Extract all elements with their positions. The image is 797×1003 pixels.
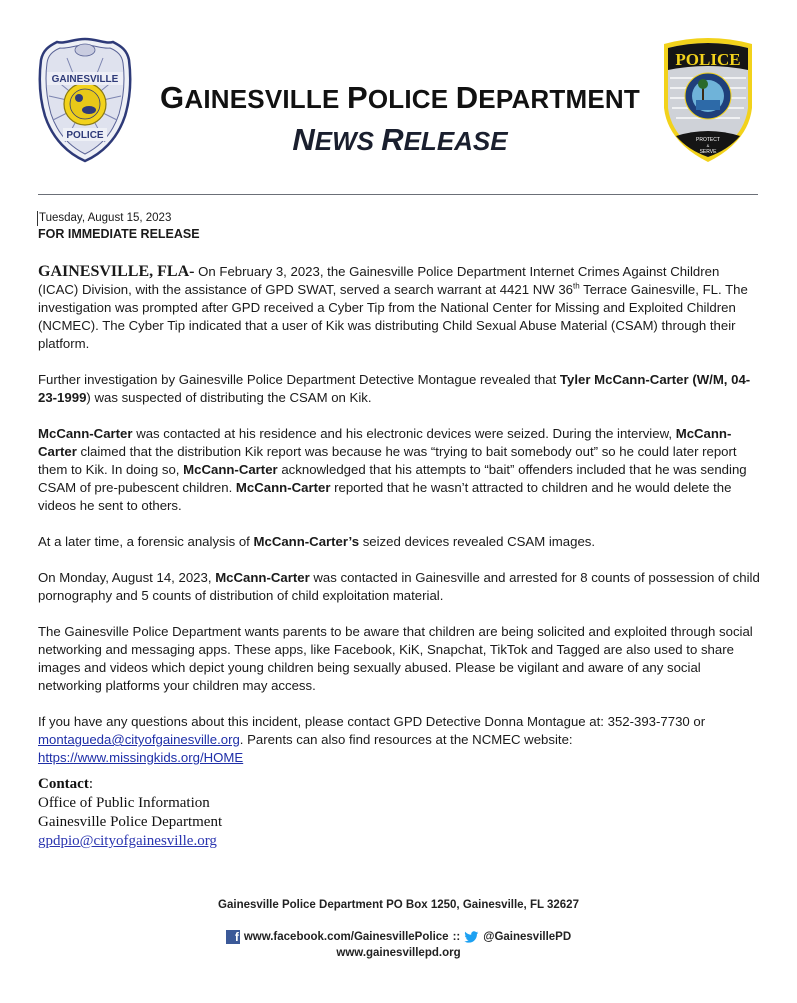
badge-top-text: GAINESVILLE bbox=[51, 74, 119, 85]
paragraph-text: . Parents can also find resources at the NCMEC website: bbox=[239, 732, 573, 747]
paragraph-text: On Monday, August 14, 2023, bbox=[38, 570, 216, 585]
twitter-handle-link[interactable]: @GainesvillePD bbox=[483, 931, 572, 943]
footer-address: Gainesville Police Department PO Box 1250, Gainesville, FL 32627 bbox=[218, 899, 579, 911]
release-body bbox=[38, 208, 763, 785]
footer bbox=[0, 897, 797, 961]
paragraph-forensic bbox=[38, 533, 763, 551]
paragraph-text: seized devices revealed CSAM images. bbox=[359, 534, 596, 549]
police-badge-icon bbox=[37, 36, 133, 164]
patch-protect-text: PROTECT bbox=[696, 137, 720, 143]
paragraph-text: reported that he wasn’t attracted to children and he would delete the videos he sent to others. bbox=[38, 480, 732, 513]
paragraph-questions bbox=[38, 713, 763, 767]
paragraph-text: On February 3, 2023, the Gainesville Police Department Internet Crimes Against Children (ICAC) Division, with the assistance of GPD SWAT, served a search warrant at 4421 NW 36 bbox=[38, 264, 720, 297]
footer-social bbox=[0, 929, 797, 945]
police-patch-icon bbox=[658, 38, 758, 164]
contact-colon: : bbox=[88, 776, 93, 792]
contact-email-link[interactable]: gpdpio@cityofgainesville.org bbox=[38, 833, 217, 849]
suspect-name: McCann-Carter bbox=[235, 480, 331, 495]
suspect-name: McCann-Carter bbox=[38, 426, 133, 441]
patch-ampersand-text: & bbox=[706, 143, 710, 148]
news-release-title bbox=[140, 122, 660, 158]
header-divider bbox=[38, 194, 758, 195]
paragraph-text: At a later time, a forensic analysis of bbox=[38, 534, 254, 549]
department-title bbox=[140, 80, 660, 116]
paragraph-text: Terrace Gainesville, FL. The investigation was prompted after GPD received a Cyber Tip from the National Center for Missing and Exploited Children (NCMEC). The Cyber Tip indicated that a user of Kik was distributing Child Sexual Abuse Material (CSAM) through their platform. bbox=[38, 282, 748, 351]
facebook-link[interactable]: www.facebook.com/GainesvillePolice bbox=[243, 931, 449, 943]
release-date: Tuesday, August 15, 2023 bbox=[39, 212, 172, 224]
title-cap-r: R bbox=[381, 122, 404, 157]
suspect-name: Tyler McCann-Carter (W/M, 04-23-1999 bbox=[38, 372, 751, 405]
title-rest-elease: ELEASE bbox=[403, 126, 508, 156]
ncmec-website-link[interactable]: https://www.missingkids.org/HOME bbox=[38, 750, 244, 765]
paragraph-interview bbox=[38, 425, 763, 515]
patch-police-text: POLICE bbox=[675, 50, 741, 69]
paragraph-parent-advisory bbox=[38, 623, 763, 695]
title-cap-g: G bbox=[160, 80, 185, 115]
badge-bottom-text: POLICE bbox=[66, 130, 104, 141]
paragraph-text: If you have any questions about this incident, please contact GPD Detective Donna Montague at: 352-393-7730 or bbox=[38, 714, 706, 729]
website-link[interactable]: www.gainesvillepd.org bbox=[336, 947, 461, 959]
contact-office: Office of Public Information bbox=[38, 795, 210, 811]
title-rest-epartment: EPARTMENT bbox=[478, 84, 640, 114]
title-rest-ainesville: AINESVILLE bbox=[184, 84, 347, 114]
contact-department: Gainesville Police Department bbox=[38, 814, 223, 830]
suspect-name: McCann-Carter’s bbox=[253, 534, 360, 549]
detective-email-link[interactable]: montagueda@cityofgainesville.org bbox=[38, 732, 240, 747]
ordinal-suffix: th bbox=[573, 281, 580, 291]
suspect-name: McCann-Carter bbox=[215, 570, 310, 585]
patch-serve-text: SERVE bbox=[699, 149, 717, 155]
footer-separator: :: bbox=[452, 931, 461, 943]
masthead bbox=[140, 80, 660, 158]
facebook-icon: f bbox=[226, 930, 240, 944]
paragraph-text: The Gainesville Police Department wants parents to be aware that children are being solicited and exploited through social networking and messaging apps. These apps, like Facebook, KiK, Snapchat, TikTok and Tagged are also used to share images and videos which depict young children being sexually abused. Please be vigilant and aware of any social networking platforms your children may access. bbox=[38, 624, 753, 693]
contact-block bbox=[38, 775, 222, 851]
paragraph-intro bbox=[38, 263, 763, 353]
paragraph-arrest bbox=[38, 569, 763, 605]
title-rest-ews: EWS bbox=[314, 126, 382, 156]
title-cap-p: P bbox=[346, 80, 368, 115]
paragraph-suspect bbox=[38, 371, 763, 407]
dateline: GAINESVILLE, FLA- bbox=[38, 263, 195, 280]
paragraph-text: ) was suspected of distributing the CSAM on Kik. bbox=[86, 390, 372, 405]
paragraph-text: was contacted in Gainesville and arrested for 8 counts of possession of child pornography and 5 counts of distribution of child exploitation material. bbox=[38, 570, 760, 603]
suspect-name: McCann-Carter bbox=[183, 462, 278, 477]
title-cap-d: D bbox=[455, 80, 479, 115]
paragraph-text: Further investigation by Gainesville Police Department Detective Montague revealed that bbox=[38, 372, 560, 387]
twitter-icon bbox=[464, 931, 479, 944]
suspect-name: McCann-Carter bbox=[38, 426, 732, 459]
contact-heading: Contact bbox=[38, 776, 89, 792]
release-label: FOR IMMEDIATE RELEASE bbox=[38, 227, 200, 241]
title-rest-olice: OLICE bbox=[367, 84, 456, 114]
paragraph-text: claimed that the distribution Kik report was because he was “trying to bait somebody out” so he could later report them to Kik. In doing so, bbox=[38, 444, 737, 477]
title-cap-n: N bbox=[292, 122, 315, 157]
paragraph-text: acknowledged that his attempts to “bait” offenders included that he was sending CSAM of pre-pubescent children. bbox=[38, 462, 747, 495]
paragraph-text: was contacted at his residence and his electronic devices were seized. During the interview, bbox=[132, 426, 676, 441]
